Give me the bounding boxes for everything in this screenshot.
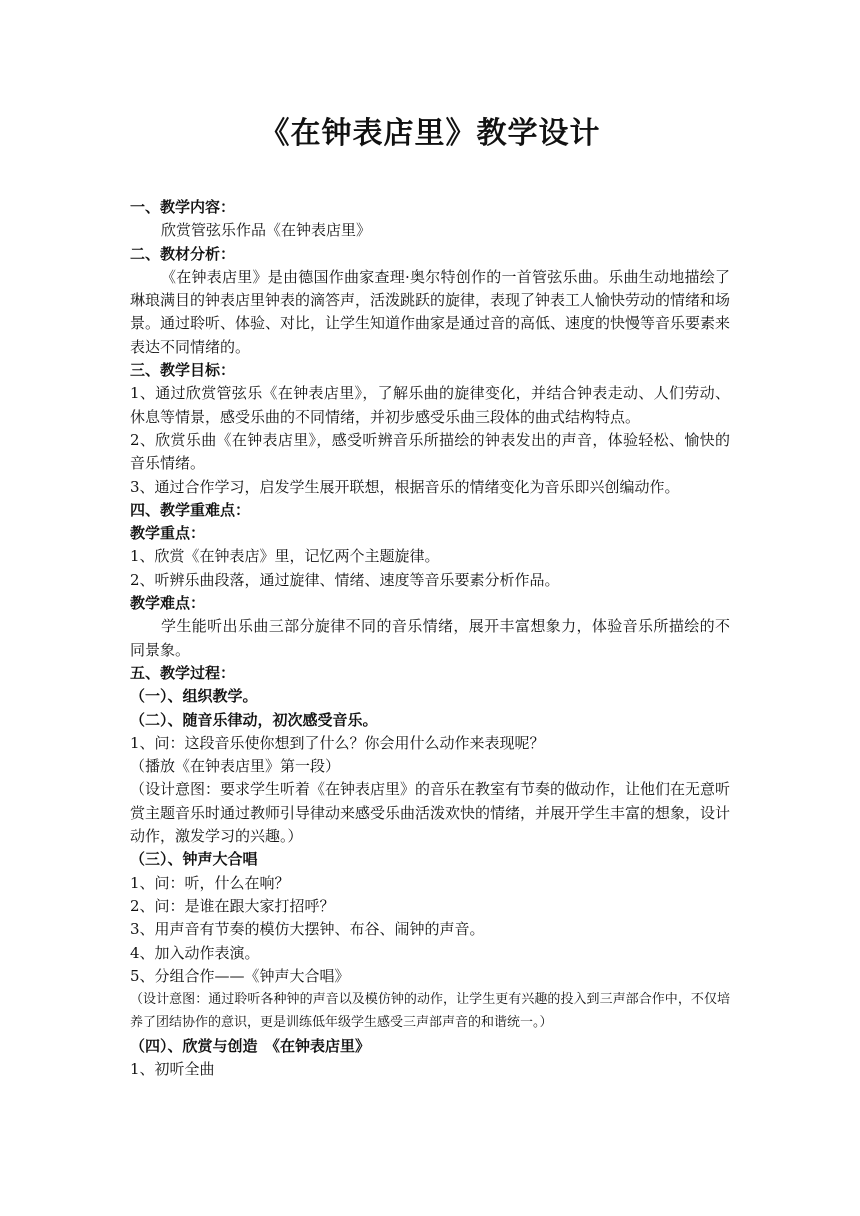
subheading-step-3: （三）、钟声大合唱 [130,850,258,869]
list-item: 1、通过欣赏管弦乐《在钟表店里》，了解乐曲的旋律变化，并结合钟表走动、人们劳动、休息等情景，感受乐曲的不同情绪，并初步感受乐曲三段体的曲式结构特点。 [130,384,730,426]
subheading-step-1: （一）、组织教学。 [130,687,258,706]
subheading-step-2: （二）、随音乐律动，初次感受音乐。 [130,710,378,729]
paragraph: （播放《在钟表店里》第一段） [130,757,341,776]
list-item: 1、问：听，什么在响？ [130,873,290,892]
section-heading-key-difficult: 四、教学重难点： [130,500,251,519]
design-note: （设计意图：要求学生听着《在钟表店里》的音乐在教室有节奏的做动作，让他们在无意听赏主题音乐时通过教师引导律动来感受乐曲活泼欢快的情绪，并展开学生丰富的想象，设计动作，激发学习的兴趣。） [130,780,731,846]
list-item: 3、通过合作学习，启发学生展开联想，根据音乐的情绪变化为音乐即兴创编动作。 [130,477,680,496]
paragraph: 学生能听出乐曲三部分旋律不同的音乐情绪，展开丰富想象力，体验音乐所描绘的不同景象。 [130,617,730,659]
subheading-step-4: （四）、欣赏与创造 《在钟表店里》 [130,1036,371,1055]
paragraph: 《在钟表店里》是由德国作曲家查理·奥尔特创作的一首管弦乐曲。乐曲生动地描绘了琳琅满目的钟表店里钟表的滴答声，活泼跳跃的旋律，表现了钟表工人愉快劳动的情绪和场景。通过聆听、体验、对比，让学生知道作曲家是通过音的高低、速度的快慢等音乐要素来表达不同情绪的。 [130,267,731,356]
paragraph: 欣赏管弦乐作品《在钟表店里》 [161,221,372,240]
section-heading-goals: 三、教学目标： [130,361,236,380]
subheading-key-points: 教学重点： [130,524,206,543]
document-body [130,196,730,1081]
list-item: 2、听辨乐曲段落，通过旋律、情绪、速度等音乐要素分析作品。 [130,570,560,589]
list-item: 1、初听全曲 [130,1059,215,1078]
section-heading-analysis: 二、教材分析： [130,244,236,263]
list-item: 2、问：是谁在跟大家打招呼？ [130,896,335,915]
document-title: 《在钟表店里》教学设计 [259,116,601,151]
list-item: 4、加入动作表演。 [130,943,260,962]
list-item: 3、用声音有节奏的模仿大摆钟、布谷、闹钟的声音。 [130,920,485,939]
section-heading-content: 一、教学内容： [130,198,236,216]
list-item: 2、欣赏乐曲《在钟表店里》，感受听辨音乐所描绘的钟表发出的声音，体验轻松、愉快的音乐情绪。 [130,430,730,473]
list-item: 1、欣赏《在钟表店》里，记忆两个主题旋律。 [130,547,440,566]
design-note: （设计意图：通过聆听各种钟的声音以及模仿钟的动作，让学生更有兴趣的投入到三声部合作中，不仅培养了团结协作的意识，更是训练低年级学生感受三声部声音的和谐统一。） [130,992,730,1031]
subheading-difficult-points: 教学难点： [130,594,206,613]
list-item: 5、分组合作——《钟声大合唱》 [130,966,350,985]
section-heading-process: 五、教学过程： [130,663,236,682]
list-item: 1、问：这段音乐使你想到了什么？你会用什么动作来表现呢？ [130,733,545,752]
